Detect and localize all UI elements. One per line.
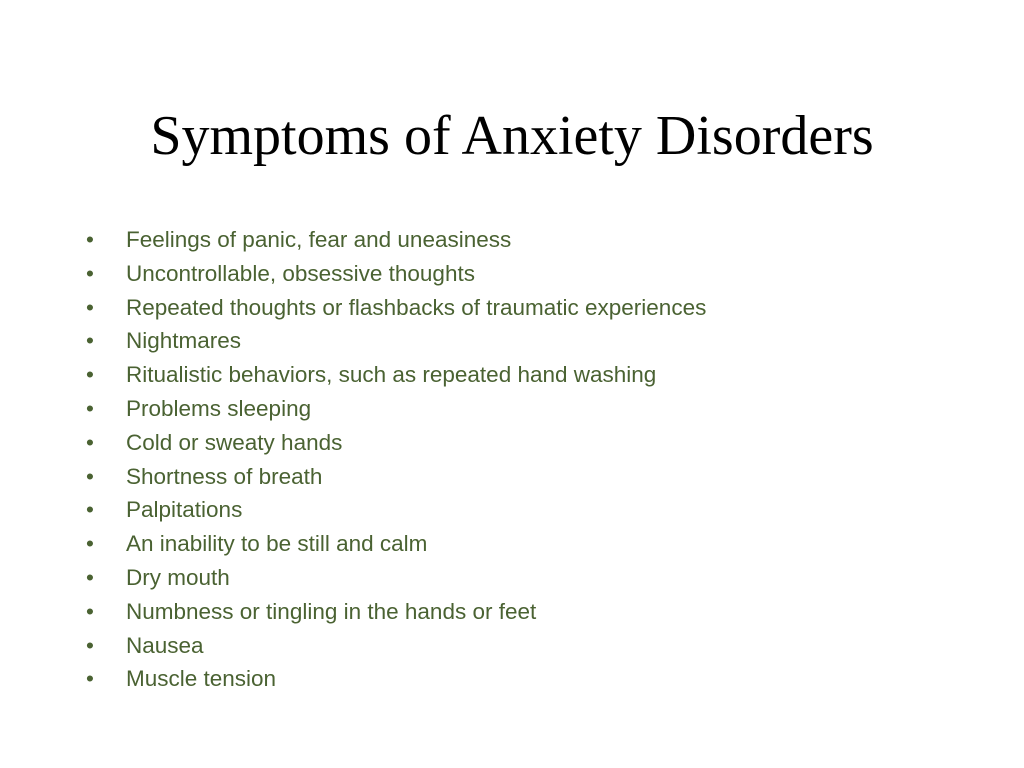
list-item-text: Muscle tension (126, 666, 277, 692)
bullet-icon: • (86, 227, 94, 252)
list-item-text: Nightmares (126, 328, 242, 354)
list-item (86, 291, 966, 325)
bullet-icon: • (86, 429, 94, 455)
slide-title: Symptoms of Anxiety Disorders (150, 105, 874, 167)
list-item-text: Numbness or tingling in the hands or feet (126, 598, 537, 624)
list-item-text: Nausea (126, 632, 204, 658)
list-item (86, 662, 966, 696)
list-item (86, 460, 966, 494)
bullet-icon: • (86, 328, 94, 354)
list-item (86, 527, 966, 561)
bullet-icon: • (86, 497, 94, 523)
list-item (86, 629, 966, 663)
bullet-icon: • (86, 598, 94, 624)
list-item-text: Repeated thoughts or flashbacks of traumatic experiences (126, 294, 707, 320)
bullet-icon: • (86, 362, 94, 388)
list-item-text: Feelings of panic, fear and uneasiness (126, 227, 512, 252)
list-item (86, 358, 966, 392)
list-item (86, 324, 966, 358)
list-item-text: Shortness of breath (126, 463, 323, 489)
list-item (86, 223, 966, 257)
bullet-icon: • (86, 294, 94, 320)
bullet-icon: • (86, 531, 94, 557)
bullet-icon: • (86, 632, 94, 658)
list-item (86, 257, 966, 291)
list-item (86, 561, 966, 595)
list-item-text: Problems sleeping (126, 395, 312, 421)
list-item (86, 493, 966, 527)
list-item-text: An inability to be still and calm (126, 531, 428, 557)
bullet-icon: • (86, 395, 94, 421)
list-item-text: Ritualistic behaviors, such as repeated hand washing (126, 362, 657, 388)
bullet-icon: • (86, 564, 94, 590)
list-item (86, 595, 966, 629)
list-item-text: Uncontrollable, obsessive thoughts (126, 260, 475, 286)
list-item-text: Palpitations (126, 497, 243, 523)
symptom-list (86, 223, 966, 696)
list-item (86, 392, 966, 426)
bullet-icon: • (86, 463, 94, 489)
list-item-text: Dry mouth (126, 564, 230, 590)
bullet-icon: • (86, 666, 94, 692)
bullet-icon: • (86, 260, 94, 286)
list-item (86, 426, 966, 460)
list-item-text: Cold or sweaty hands (126, 429, 343, 455)
